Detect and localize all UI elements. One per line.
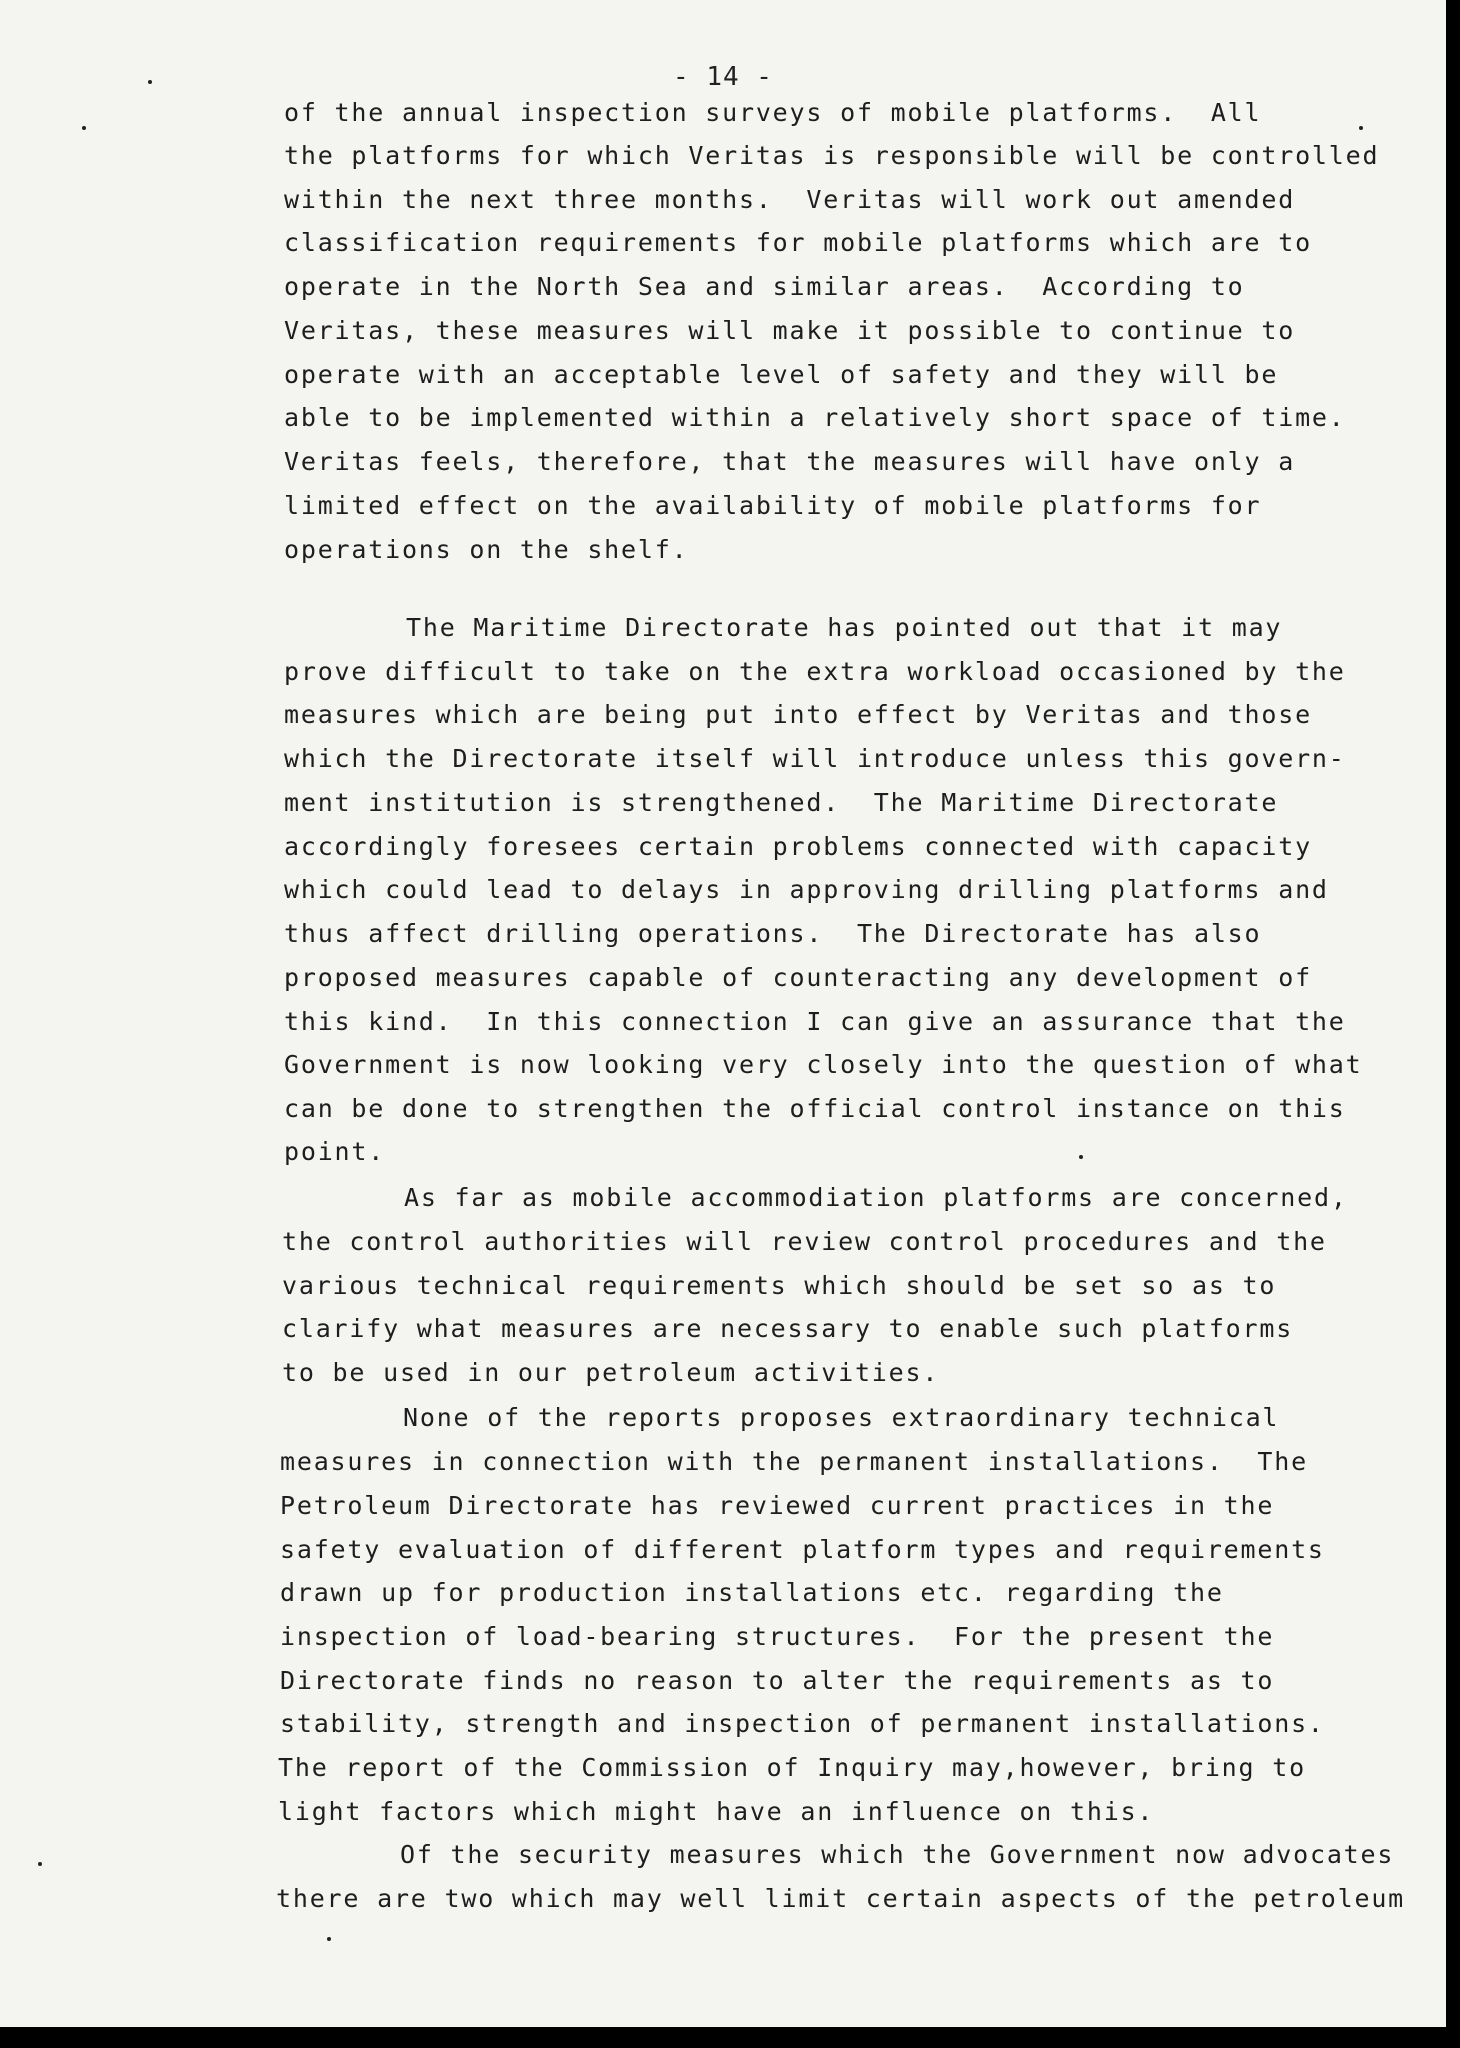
- text-line: able to be implemented within a relatively short space of time.: [284, 403, 1346, 432]
- text-line: the platforms for which Veritas is responsible will be controlled: [284, 141, 1380, 170]
- text-line: The Maritime Directorate has pointed out that it may: [406, 613, 1283, 642]
- scan-speck: [1079, 1155, 1083, 1159]
- text-line: The report of the Commission of Inquiry may,however, bring to: [278, 1753, 1306, 1782]
- text-line: ment institution is strengthened. The Maritime Directorate: [284, 788, 1279, 817]
- text-line: accordingly foresees certain problems connected with capacity: [284, 832, 1312, 861]
- text-line: thus affect drilling operations. The Directorate has also: [284, 919, 1262, 948]
- text-line: can be done to strengthen the official control instance on this: [284, 1094, 1346, 1123]
- text-line: operations on the shelf.: [284, 535, 689, 564]
- text-line: light factors which might have an influence on this.: [278, 1797, 1155, 1826]
- scan-speck: [38, 1862, 42, 1866]
- text-line: measures which are being put into effect by Veritas and those: [284, 700, 1312, 729]
- page-number: - 14 -: [673, 62, 773, 92]
- text-line: stability, strength and inspection of permanent installations.: [280, 1709, 1325, 1738]
- text-line: proposed measures capable of counteracting any development of: [284, 963, 1312, 992]
- text-line: which could lead to delays in approving drilling platforms and: [284, 875, 1329, 904]
- text-line: there are two which may well limit certain aspects of the petroleum: [276, 1884, 1406, 1913]
- text-line: drawn up for production installations etc. regarding the: [280, 1578, 1224, 1607]
- text-line: operate in the North Sea and similar areas. According to: [284, 272, 1245, 301]
- text-line: clarify what measures are necessary to enable such platforms: [282, 1314, 1294, 1343]
- scan-speck: [82, 126, 86, 130]
- scan-speck: [148, 80, 152, 84]
- text-line: Of the security measures which the Government now advocates: [400, 1840, 1395, 1869]
- text-line: As far as mobile accommodiation platforms are concerned,: [404, 1183, 1348, 1212]
- text-line: Petroleum Directorate has reviewed current practices in the: [280, 1491, 1275, 1520]
- text-line: measures in connection with the permanent installations. The: [280, 1447, 1308, 1476]
- text-line: prove difficult to take on the extra workload occasioned by the: [284, 657, 1346, 686]
- text-line: Government is now looking very closely into the question of what: [284, 1050, 1363, 1079]
- text-line: various technical requirements which should be set so as to: [282, 1271, 1277, 1300]
- text-line: point.: [284, 1137, 386, 1166]
- text-line: safety evaluation of different platform types and requirements: [280, 1535, 1325, 1564]
- text-line: the control authorities will review control procedures and the: [282, 1227, 1327, 1256]
- text-line: limited effect on the availability of mobile platforms for: [284, 491, 1262, 520]
- text-line: None of the reports proposes extraordinary technical: [403, 1403, 1280, 1432]
- text-line: operate with an acceptable level of safety and they will be: [284, 360, 1279, 389]
- text-line: which the Directorate itself will introduce unless this govern-: [284, 744, 1346, 773]
- text-line: within the next three months. Veritas will work out amended: [284, 185, 1296, 214]
- text-line: Directorate finds no reason to alter the requirements as to: [280, 1666, 1275, 1695]
- text-line: Veritas feels, therefore, that the measures will have only a: [284, 447, 1296, 476]
- text-line: of the annual inspection surveys of mobile platforms. All: [284, 98, 1262, 127]
- text-line: to be used in our petroleum activities.: [282, 1358, 940, 1387]
- text-line: this kind. In this connection I can give an assurance that the: [284, 1007, 1346, 1036]
- text-line: inspection of load-bearing structures. For the present the: [280, 1622, 1275, 1651]
- scan-speck: [1359, 126, 1363, 130]
- text-line: classification requirements for mobile platforms which are to: [284, 228, 1312, 257]
- text-line: Veritas, these measures will make it possible to continue to: [284, 316, 1296, 345]
- scan-speck: [327, 1937, 331, 1941]
